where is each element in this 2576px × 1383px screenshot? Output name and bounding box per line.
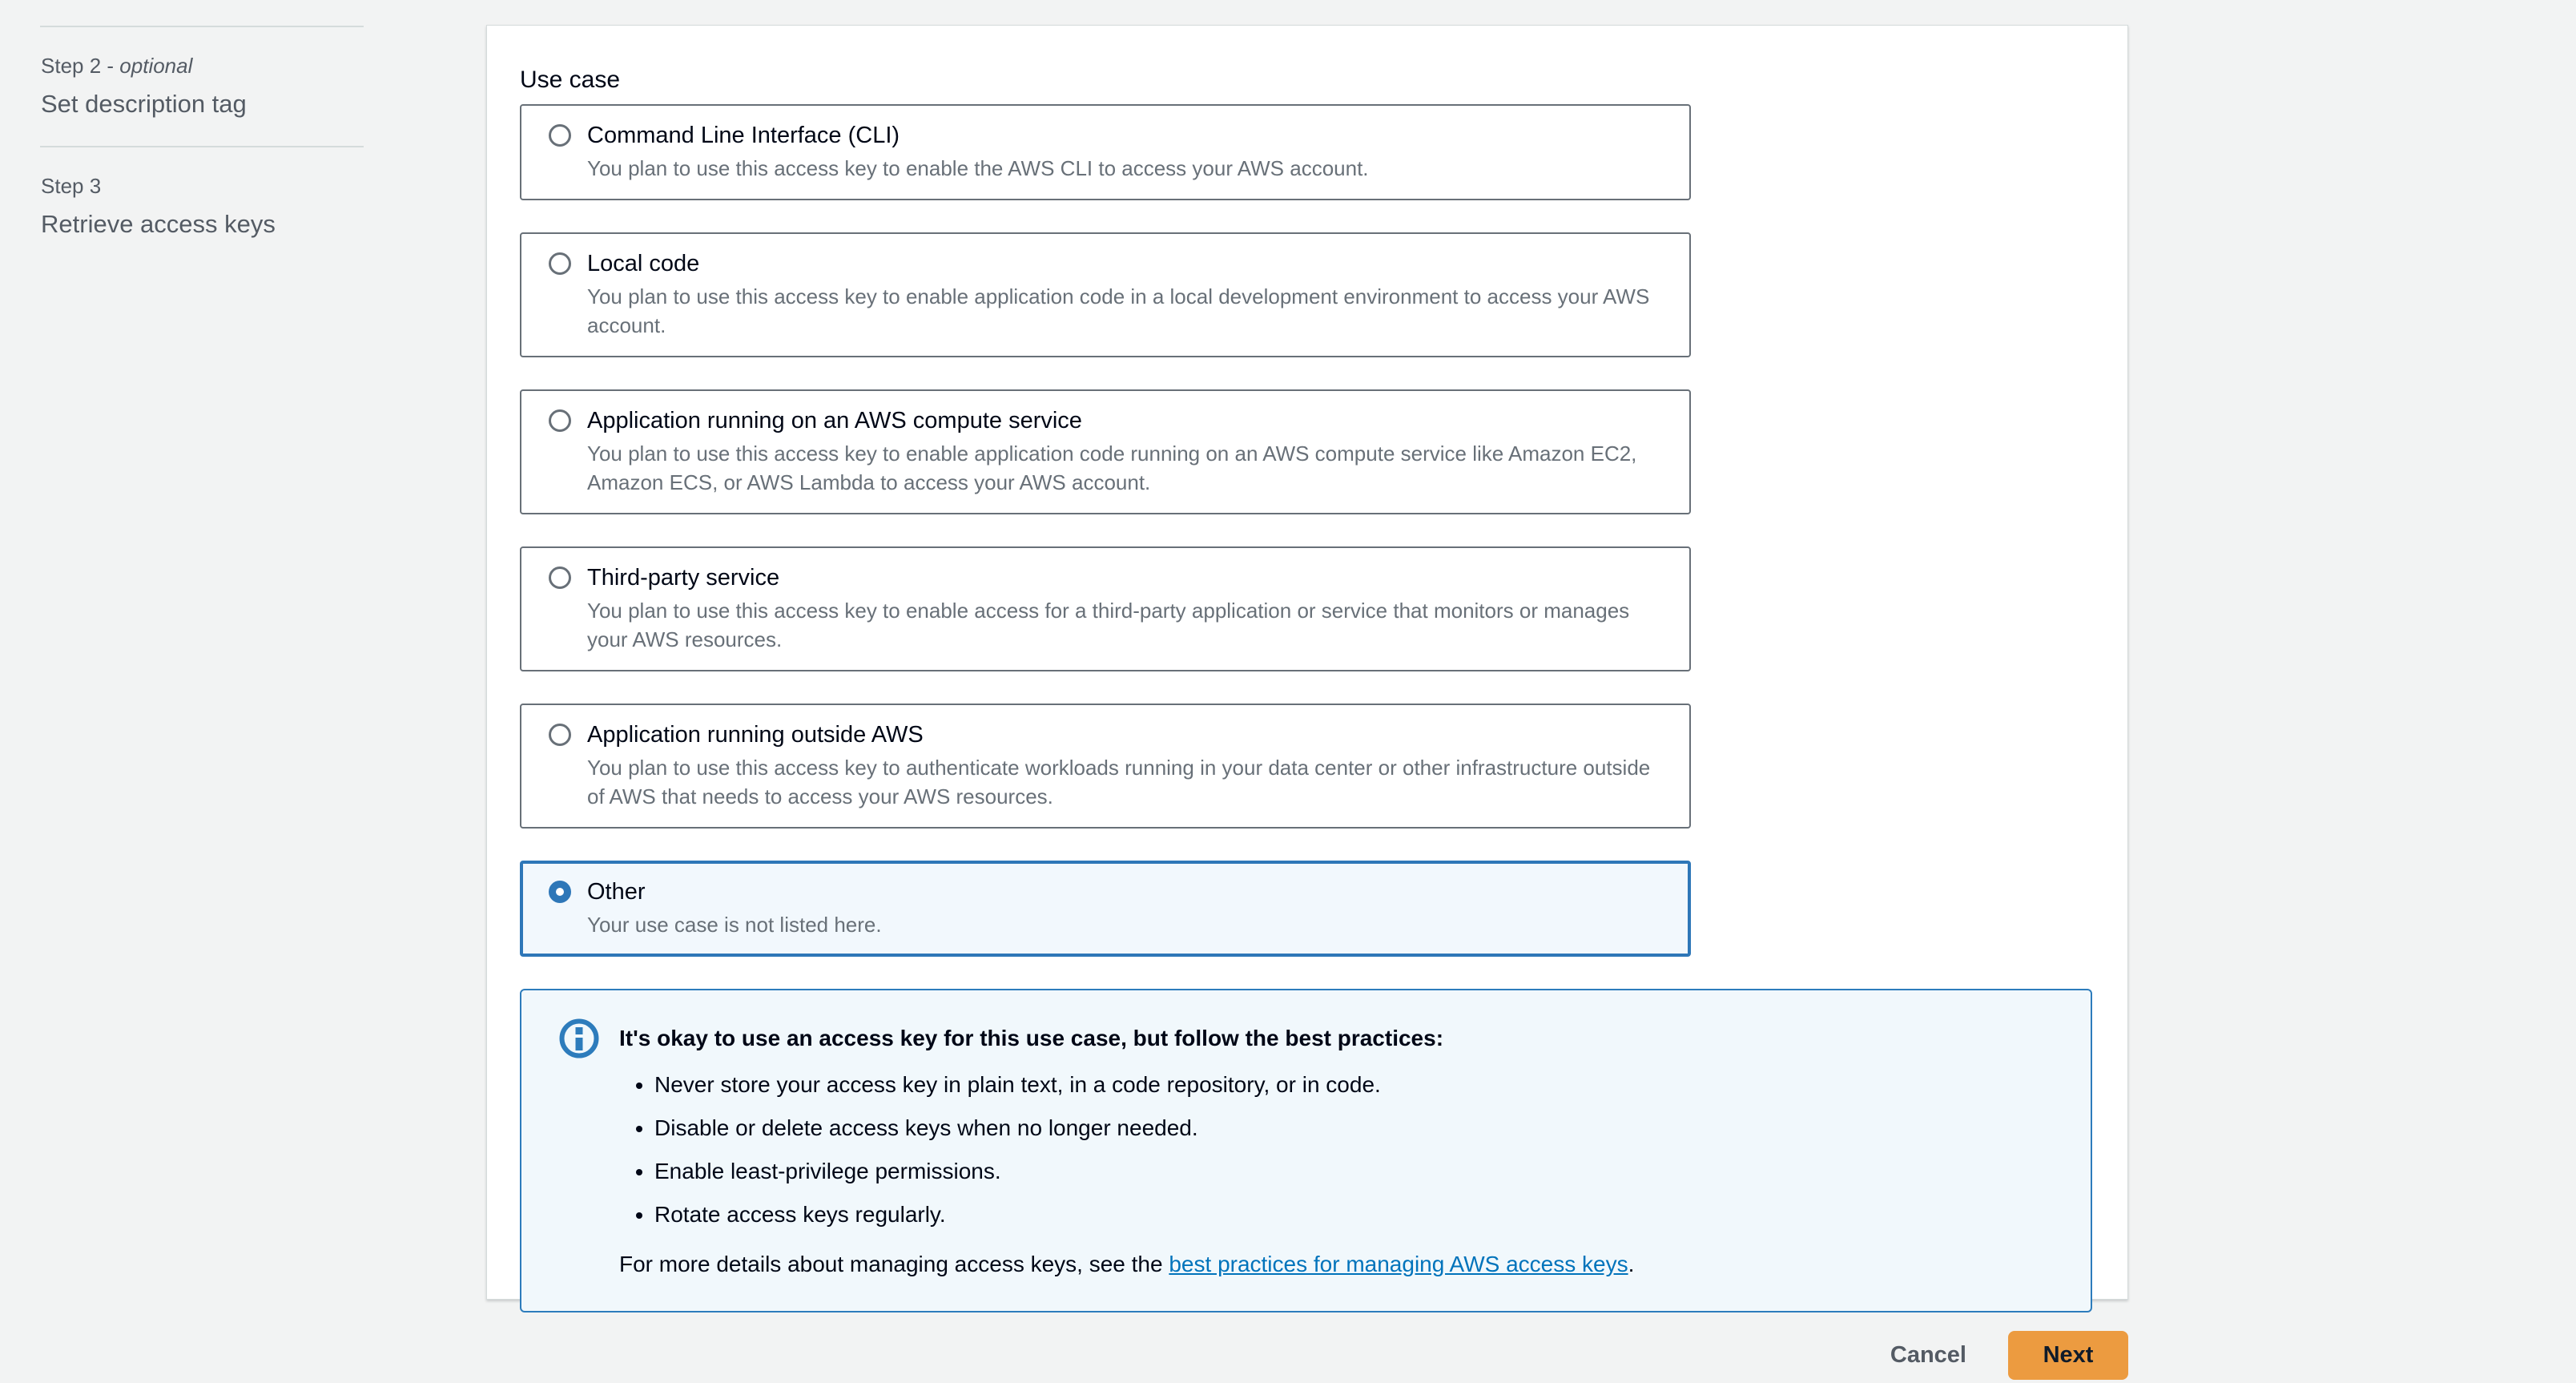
option-label: Command Line Interface (CLI) [587, 123, 900, 148]
option-description: You plan to use this access key to enable access for a third-party application or service that monitors or manages your AWS resources. [587, 599, 1630, 651]
radio-checked-icon[interactable] [549, 881, 571, 903]
wizard-actions [486, 1331, 2128, 1380]
option-description: You plan to use this access key to enable application code in a local development environment to access your AWS account. [587, 284, 1650, 337]
info-icon [558, 1018, 600, 1059]
use-case-heading: Use case [520, 67, 621, 93]
best-practices-list [558, 1071, 2054, 1229]
option-label: Application running on an AWS compute service [587, 408, 1082, 433]
option-label: Other [587, 879, 646, 905]
wizard-step-3 [41, 173, 276, 240]
alert-heading: It's okay to use an access key for this use case, but follow the best practices: [619, 1026, 1444, 1050]
divider [40, 26, 364, 27]
step-3-link[interactable]: Retrieve access keys [41, 210, 276, 238]
radio-icon[interactable] [549, 124, 571, 147]
use-case-option-cli[interactable] [520, 104, 1691, 200]
list-item: • Disable or delete access keys when no longer needed. [654, 1114, 2054, 1143]
option-description: You plan to use this access key to authenticate workloads running in your data center or other infrastructure outside of AWS that needs to access your AWS resources. [587, 756, 1651, 808]
option-label: Application running outside AWS [587, 722, 924, 748]
use-case-radio-group [520, 104, 1691, 957]
radio-icon[interactable] [549, 252, 571, 275]
list-item: • Rotate access keys regularly. [654, 1200, 2054, 1229]
list-item: • Enable least-privilege permissions. [654, 1157, 2054, 1186]
use-case-option-other[interactable] [520, 861, 1691, 957]
radio-icon[interactable] [549, 567, 571, 589]
divider [40, 146, 364, 147]
use-case-option-outside-aws[interactable] [520, 704, 1691, 829]
use-case-option-aws-compute[interactable] [520, 389, 1691, 514]
step-2-label: Step 2 - optional [41, 54, 193, 78]
use-case-option-local-code[interactable] [520, 232, 1691, 357]
radio-icon[interactable] [549, 724, 571, 746]
option-label: Third-party service [587, 565, 780, 591]
option-label: Local code [587, 251, 700, 276]
step-3-label: Step 3 [41, 174, 102, 198]
wizard-step-2 [41, 53, 247, 120]
list-item: • Never store your access key in plain text, in a code repository, or in code. [654, 1071, 2054, 1099]
option-description: You plan to use this access key to enable application code running on an AWS compute service like Amazon EC2, Amazon ECS, or AWS Lambda to access your AWS account. [587, 442, 1637, 494]
next-button[interactable]: Next [2008, 1331, 2128, 1380]
radio-icon[interactable] [549, 409, 571, 432]
step-2-link[interactable]: Set description tag [41, 90, 247, 118]
alert-footer-text: For more details about managing access keys, see the best practices for managing AWS access keys. [619, 1252, 1635, 1276]
use-case-option-third-party[interactable] [520, 546, 1691, 671]
best-practices-info-alert [520, 989, 2092, 1312]
best-practices-link[interactable]: best practices for managing AWS access keys [1169, 1252, 1628, 1276]
option-description: Your use case is not listed here. [587, 913, 882, 937]
cancel-button[interactable]: Cancel [1890, 1342, 1966, 1368]
use-case-panel [486, 25, 2128, 1300]
option-description: You plan to use this access key to enable the AWS CLI to access your AWS account. [587, 156, 1369, 180]
